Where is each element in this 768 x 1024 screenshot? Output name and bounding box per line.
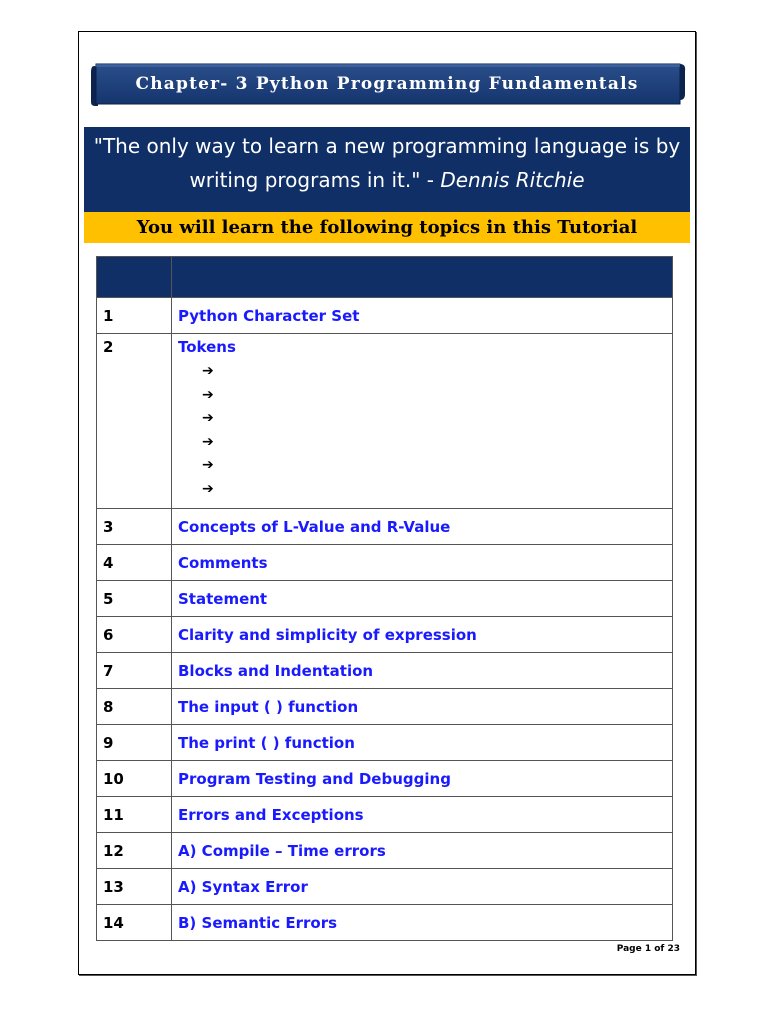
page-number: Page 1 of 23 [616, 944, 680, 954]
header-num-cell [97, 257, 172, 298]
topic-link[interactable]: Program Testing and Debugging [172, 761, 673, 797]
topic-link[interactable]: B) Semantic Errors [172, 905, 673, 941]
topic-link[interactable]: The print ( ) function [172, 725, 673, 761]
row-number: 2 [97, 334, 172, 509]
chapter-title: Chapter- 3 Python Programming Fundamentals [135, 74, 639, 94]
row-number: 11 [97, 797, 172, 833]
topics-table [96, 256, 673, 941]
table-row [97, 653, 673, 689]
quote-box [84, 127, 690, 212]
row-number: 13 [97, 869, 172, 905]
arrow-icon: ➔ [202, 433, 214, 450]
arrow-icon: ➔ [202, 386, 214, 403]
arrow-icon: ➔ [202, 457, 214, 473]
row-number: 8 [97, 689, 172, 725]
table-row [97, 869, 673, 905]
table-row [97, 905, 673, 941]
table-row [97, 545, 673, 581]
table-row-tokens [97, 334, 673, 509]
row-number: 10 [97, 761, 172, 797]
topic-link[interactable]: Tokens [178, 338, 236, 356]
table-header-row [97, 257, 673, 298]
arrow-icon: ➔ [202, 480, 214, 497]
table-row [97, 797, 673, 833]
table-row [97, 689, 673, 725]
arrow-icon: ➔ [202, 363, 214, 379]
topic-link[interactable]: Errors and Exceptions [172, 797, 673, 833]
quote-author: Dennis Ritchie [440, 168, 585, 192]
row-number: 12 [97, 833, 172, 869]
row-number: 3 [97, 509, 172, 545]
table-row [97, 509, 673, 545]
row-number: 5 [97, 581, 172, 617]
topic-link[interactable]: Statement [172, 581, 673, 617]
table-row [97, 581, 673, 617]
chapter-banner [88, 62, 686, 106]
table-row [97, 617, 673, 653]
topic-link[interactable]: Comments [172, 545, 673, 581]
table-row [97, 725, 673, 761]
table-row [97, 298, 673, 334]
row-number: 6 [97, 617, 172, 653]
table-row [97, 833, 673, 869]
topics-header: You will learn the following topics in this Tutorial [84, 212, 690, 243]
row-number: 1 [97, 298, 172, 334]
topic-link[interactable]: Python Character Set [172, 298, 673, 334]
row-number: 4 [97, 545, 172, 581]
topic-link[interactable]: Clarity and simplicity of expression [172, 617, 673, 653]
row-number: 9 [97, 725, 172, 761]
tokens-cell [172, 334, 673, 509]
topic-link[interactable]: The input ( ) function [172, 689, 673, 725]
row-number: 7 [97, 653, 172, 689]
topic-link[interactable]: A) Compile – Time errors [172, 833, 673, 869]
topic-link[interactable]: A) Syntax Error [172, 869, 673, 905]
table-row [97, 761, 673, 797]
header-topic-cell [172, 257, 673, 298]
topic-link[interactable]: Blocks and Indentation [172, 653, 673, 689]
arrow-icon: ➔ [202, 410, 214, 426]
token-sub-list [202, 360, 672, 501]
row-number: 14 [97, 905, 172, 941]
quote-text: "The only way to learn a new programming language is by writing programs in it." - [93, 134, 681, 192]
topic-link[interactable]: Concepts of L-Value and R-Value [172, 509, 673, 545]
